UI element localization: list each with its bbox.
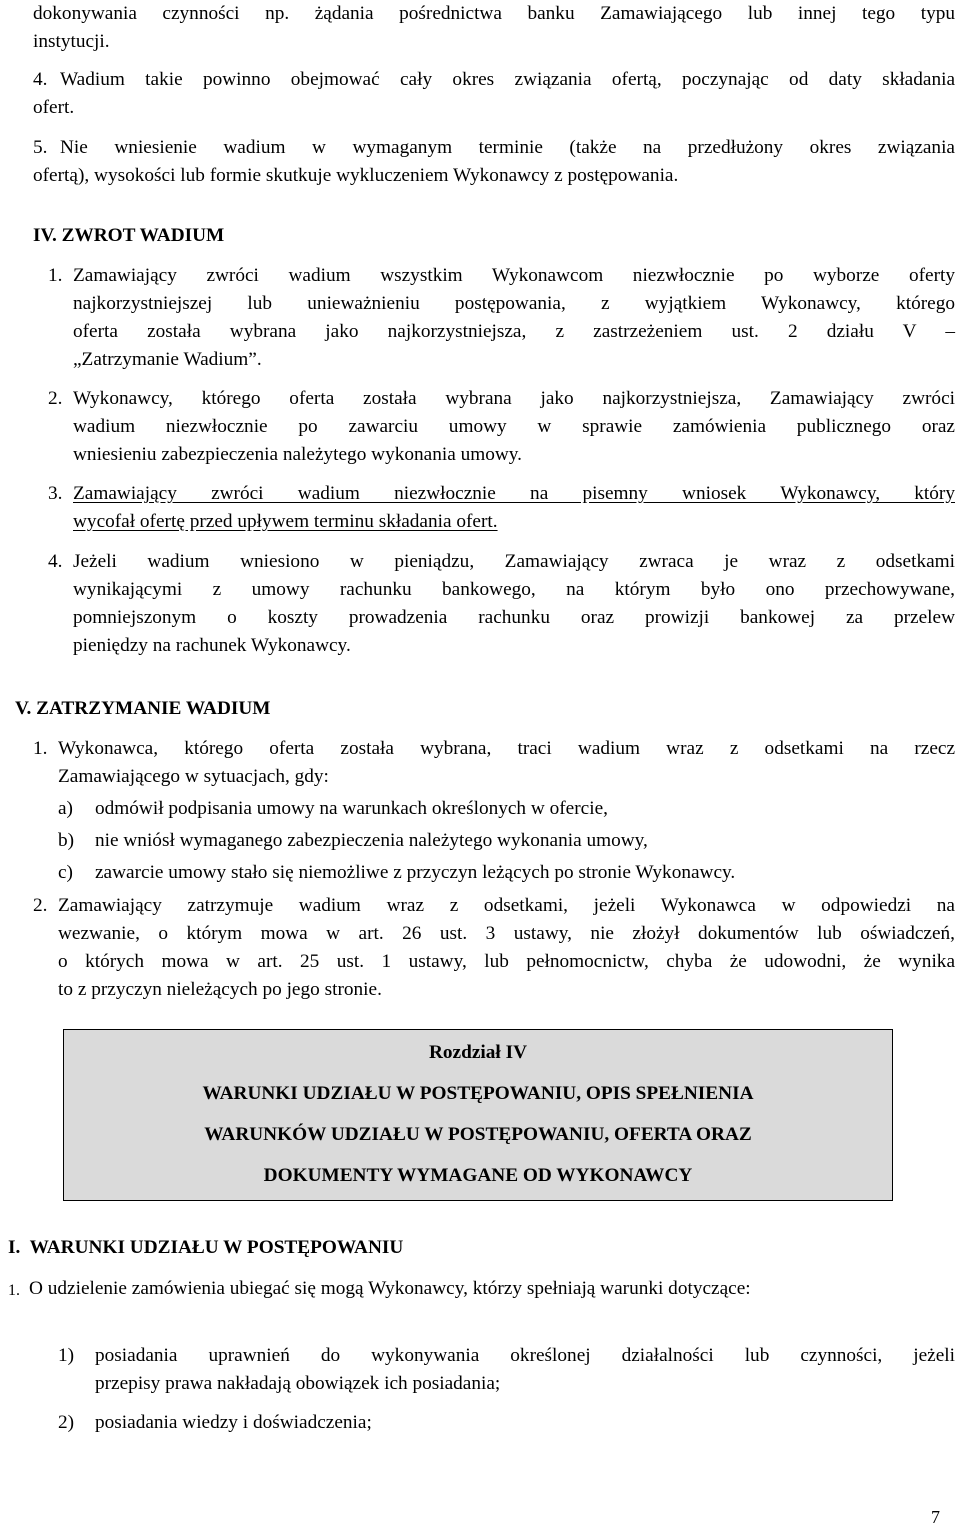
text-line: Zamawiający zwróci wadium wszystkim Wykonawcom niezwłocznie po wyborze oferty	[73, 265, 955, 286]
text-line: posiadania uprawnień do wykonywania określonej działalności lub czynności, jeżeli	[95, 1345, 955, 1366]
text-line: wniesieniu zabezpieczenia należytego wykonania umowy.	[73, 444, 522, 465]
list-marker: b)	[58, 830, 75, 851]
text-line: O udzielenie zamówienia ubiegać się mogą Wykonawcy, którzy spełniają warunki dotyczące:	[29, 1278, 751, 1299]
text-line: oferta została wybrana jako najkorzystniejsza, z zastrzeżeniem ust. 2 działu V –	[73, 321, 955, 342]
text-line: Zamawiającego w sytuacjach, gdy:	[58, 766, 329, 787]
text-line: wadium niezwłocznie po zawarciu umowy w sprawie zamówienia publicznego oraz	[73, 416, 955, 437]
list-marker: c)	[58, 862, 73, 883]
text-line: przepisy prawa nakładają obowiązek ich posiadania;	[95, 1373, 501, 1394]
text-line: zawarcie umowy stało się niemożliwe z przyczyn leżących po stronie Wykonawcy.	[95, 862, 736, 883]
item-number: 1.	[48, 265, 63, 286]
item-number: 1.	[33, 738, 48, 759]
text-line: pomniejszonym o koszty prowadzenia rachunku oraz prowizji bankowej za przelew	[73, 607, 955, 628]
text-line: pieniędzy na rachunek Wykonawcy.	[73, 635, 351, 656]
item-number: 5.	[33, 137, 48, 158]
list-marker: 2)	[58, 1412, 75, 1433]
text-line: instytucji.	[33, 31, 110, 52]
section-heading: IV. ZWROT WADIUM	[33, 225, 225, 246]
text-line: nie wniósł wymaganego zabezpieczenia należytego wykonania umowy,	[95, 830, 648, 851]
text-line: odmówił podpisania umowy na warunkach określonych w ofercie,	[95, 798, 608, 819]
text-line: Wykonawcy, którego oferta została wybrana jako najkorzystniejsza, Zamawiający zwróci	[73, 388, 955, 409]
text-line: ofertą), wysokości lub formie skutkuje wykluczeniem Wykonawcy z postępowania.	[33, 165, 679, 186]
item-number: 1.	[8, 1282, 20, 1299]
text-line: ofert.	[33, 97, 75, 118]
chapter-heading-line: WARUNKI UDZIAŁU W POSTĘPOWANIU, OPIS SPEŁNIENIA	[202, 1083, 754, 1104]
text-line: Wykonawca, którego oferta została wybrana, traci wadium wraz z odsetkami na rzecz	[58, 738, 955, 759]
chapter-box	[63, 1029, 893, 1201]
item-number: 4.	[33, 69, 48, 90]
item-number: 3.	[48, 483, 63, 504]
item-number: 4.	[48, 551, 63, 572]
section-heading: V. ZATRZYMANIE WADIUM	[15, 698, 271, 719]
item-number: 2.	[33, 895, 48, 916]
text-line: dokonywania czynności np. żądania pośrednictwa banku Zamawiającego lub innej tego typu	[33, 3, 955, 24]
list-marker: a)	[58, 798, 73, 819]
text-line: wynikającymi z umowy rachunku bankowego, na którym było ono przechowywane,	[73, 579, 955, 600]
text-line: wycofał ofertę przed upływem terminu składania ofert.	[73, 511, 498, 532]
section-heading: I. WARUNKI UDZIAŁU W POSTĘPOWANIU	[8, 1237, 404, 1258]
item-number: 2.	[48, 388, 63, 409]
text-line: Jeżeli wadium wniesiono w pieniądzu, Zamawiający zwraca je wraz z odsetkami	[73, 551, 955, 572]
list-marker: 1)	[58, 1345, 75, 1366]
text-line: Zamawiający zwróci wadium niezwłocznie na pisemny wniosek Wykonawcy, który	[73, 483, 955, 504]
text-line: Nie wniesienie wadium w wymaganym terminie (także na przedłużony okres związania	[60, 137, 955, 158]
text-line: najkorzystniejszej lub unieważnieniu postępowania, z wyjątkiem Wykonawcy, którego	[73, 293, 955, 314]
text-line: o których mowa w art. 25 ust. 1 ustawy, lub pełnomocnictw, chyba że udowodni, że wynika	[58, 951, 955, 972]
page-number: 7	[931, 1507, 940, 1527]
text-line: Wadium takie powinno obejmować cały okres związania ofertą, poczynając od daty składania	[60, 69, 955, 90]
text-line: „Zatrzymanie Wadium”.	[73, 349, 262, 370]
text-line: posiadania wiedzy i doświadczenia;	[95, 1412, 372, 1433]
chapter-heading-line: DOKUMENTY WYMAGANE OD WYKONAWCY	[263, 1165, 693, 1186]
text-line: wezwanie, o którym mowa w art. 26 ust. 3 ustawy, nie złożył dokumentów lub oświadczeń,	[58, 923, 955, 944]
text-line: to z przyczyn nieleżących po jego stronie.	[58, 979, 382, 1000]
chapter-title: Rozdział IV	[428, 1042, 527, 1063]
text-line: Zamawiający zatrzymuje wadium wraz z odsetkami, jeżeli Wykonawca w odpowiedzi na	[58, 895, 955, 916]
chapter-heading-line: WARUNKÓW UDZIAŁU W POSTĘPOWANIU, OFERTA ORAZ	[204, 1124, 752, 1145]
